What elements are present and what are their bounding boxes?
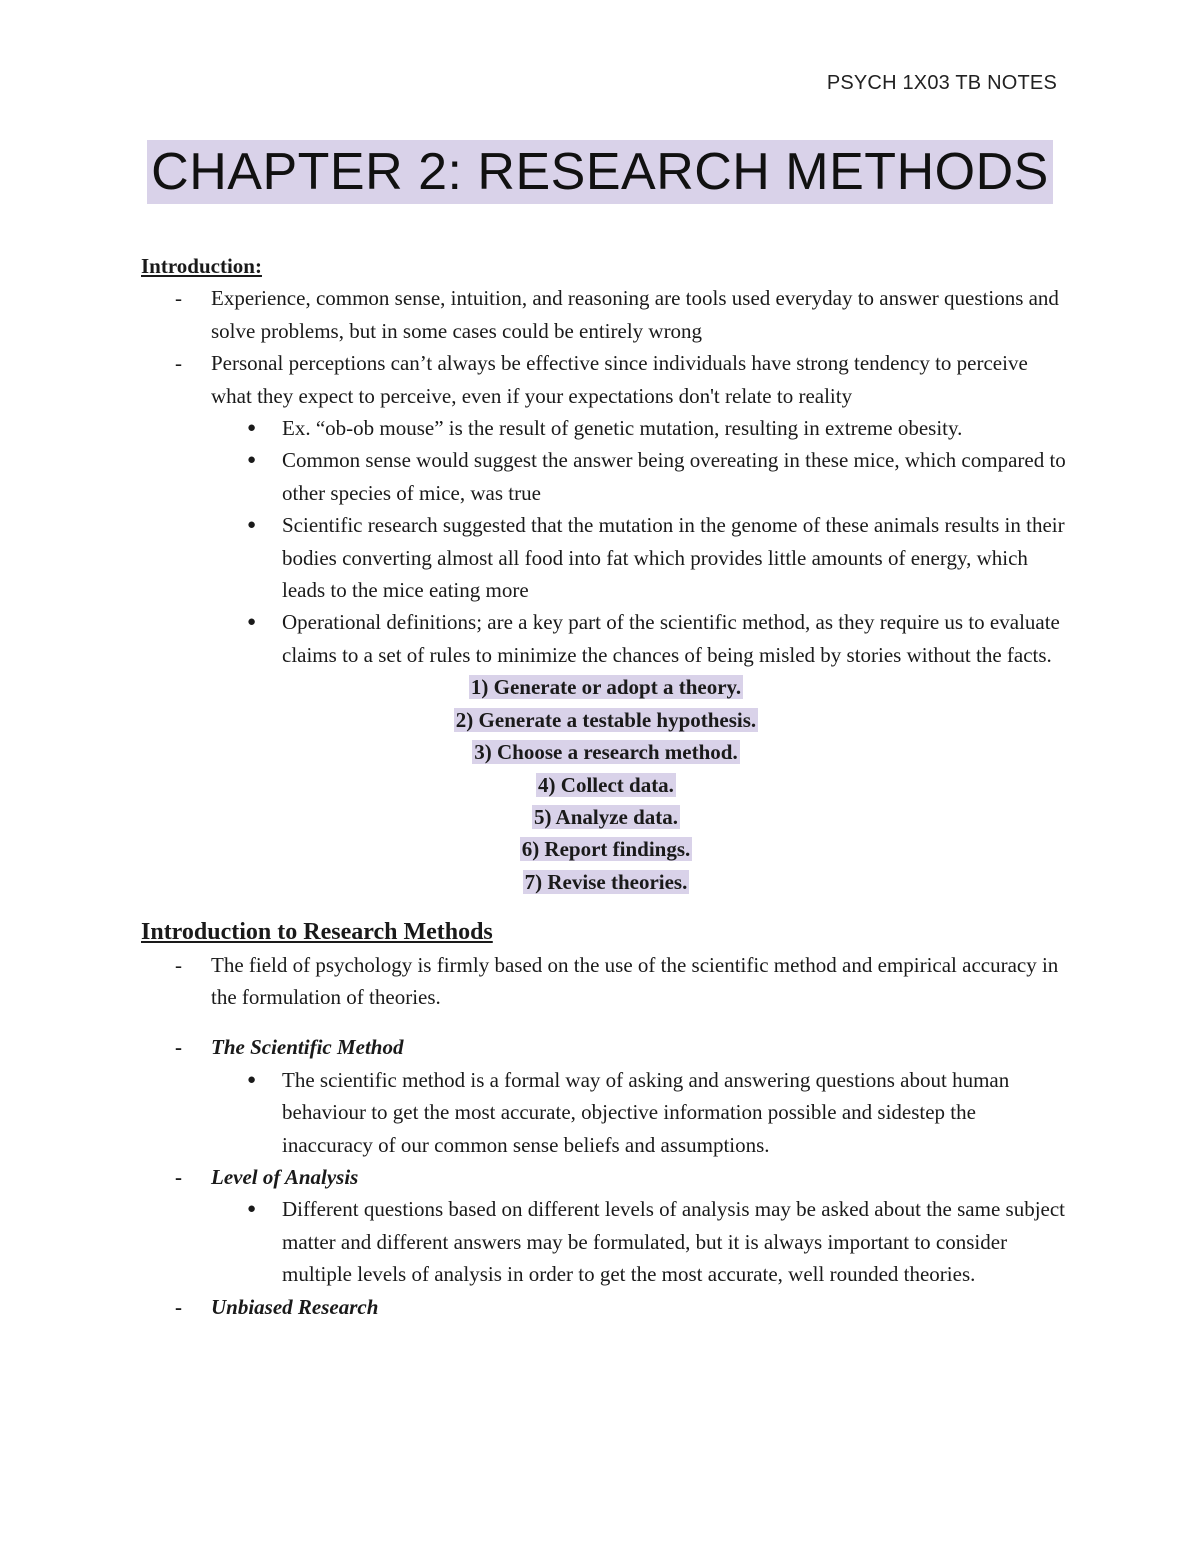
intro-bullet-text: Personal perceptions can’t always be effective since individuals have strong tendency to perceive what they expect to perceive, even if your expectations don't relate to reality (211, 351, 1028, 408)
step-item (141, 704, 1071, 736)
document-body (141, 250, 1071, 1323)
page-title: CHAPTER 2: RESEARCH METHODS (147, 140, 1053, 204)
step-text: 2) Generate a testable hypothesis. (455, 707, 757, 732)
methods-heading: Introduction to Research Methods (141, 919, 493, 946)
scientific-method-steps (141, 671, 1071, 898)
step-item (141, 833, 1071, 865)
step-item (141, 801, 1071, 833)
bullet-dot-icon: ● (247, 1071, 257, 1088)
step-text: 5) Analyze data. (533, 804, 679, 829)
step-text: 7) Revise theories. (524, 869, 688, 894)
list-item (141, 412, 1071, 444)
subsection-text: The scientific method is a formal way of asking and answering questions about human behaviour to get the most accurate, objective information possible and sidestep the inaccuracy of our common sense beliefs and assumptions. (282, 1067, 1010, 1157)
list-item (141, 347, 1071, 412)
list-item (141, 949, 1071, 1014)
bullet-dot-icon: ● (247, 452, 257, 469)
dash-marker: - (175, 286, 182, 311)
subsection-heading (141, 1031, 1071, 1063)
intro-heading: Introduction: (141, 254, 262, 278)
title-container (0, 140, 1200, 204)
sub-bullet-text: Common sense would suggest the answer being overeating in these mice, which compared to other species of mice, was true (282, 448, 1066, 505)
sub-bullet-text: Ex. “ob-ob mouse” is the result of genetic mutation, resulting in extreme obesity. (282, 416, 963, 441)
bullet-dot-icon: ● (247, 614, 257, 631)
list-item (141, 282, 1071, 347)
list-item (141, 1064, 1071, 1161)
dash-marker: - (175, 1294, 182, 1319)
dash-marker: - (175, 1035, 182, 1060)
subsection-title: Level of Analysis (211, 1164, 359, 1189)
step-text: 6) Report findings. (521, 837, 691, 862)
dash-marker: - (175, 952, 182, 977)
step-item (141, 671, 1071, 703)
bullet-dot-icon: ● (247, 1201, 257, 1218)
step-text: 4) Collect data. (538, 772, 674, 797)
step-text: 1) Generate or adopt a theory. (470, 675, 742, 700)
step-text: 3) Choose a research method. (474, 740, 738, 765)
step-item (141, 736, 1071, 768)
step-item (141, 769, 1071, 801)
bullet-dot-icon: ● (247, 420, 257, 437)
list-item (141, 606, 1071, 671)
dash-marker: - (175, 1164, 182, 1189)
list-item (141, 509, 1071, 606)
sub-bullet-text: Operational definitions; are a key part of the scientific method, as they require us to evaluate claims to a set of rules to minimize the chances of being misled by stories without the facts. (282, 610, 1060, 667)
subsection-text: Different questions based on different levels of analysis may be asked about the same subject matter and different answers may be formulated, but it is always important to consider multiple levels of analysis in order to get the most accurate, well rounded theories. (282, 1197, 1065, 1287)
step-item (141, 866, 1071, 898)
dash-marker: - (175, 351, 182, 376)
bullet-dot-icon: ● (247, 517, 257, 534)
subsection-title: Unbiased Research (211, 1294, 379, 1319)
subsection-heading (141, 1161, 1071, 1193)
subsection-title: The Scientific Method (211, 1035, 404, 1060)
list-item (141, 444, 1071, 509)
sub-bullet-text: Scientific research suggested that the mutation in the genome of these animals results in their bodies converting almost all food into fat which provides little amounts of energy, which leads to the mice eating more (282, 513, 1065, 603)
list-item (141, 1193, 1071, 1290)
methods-bullet-text: The field of psychology is firmly based on the use of the scientific method and empirical accuracy in the formulation of theories. (211, 952, 1059, 1009)
subsection-heading (141, 1291, 1071, 1323)
intro-bullet-text: Experience, common sense, intuition, and reasoning are tools used everyday to answer questions and solve problems, but in some cases could be entirely wrong (211, 286, 1059, 343)
header-note: PSYCH 1X03 TB NOTES (826, 72, 1057, 94)
